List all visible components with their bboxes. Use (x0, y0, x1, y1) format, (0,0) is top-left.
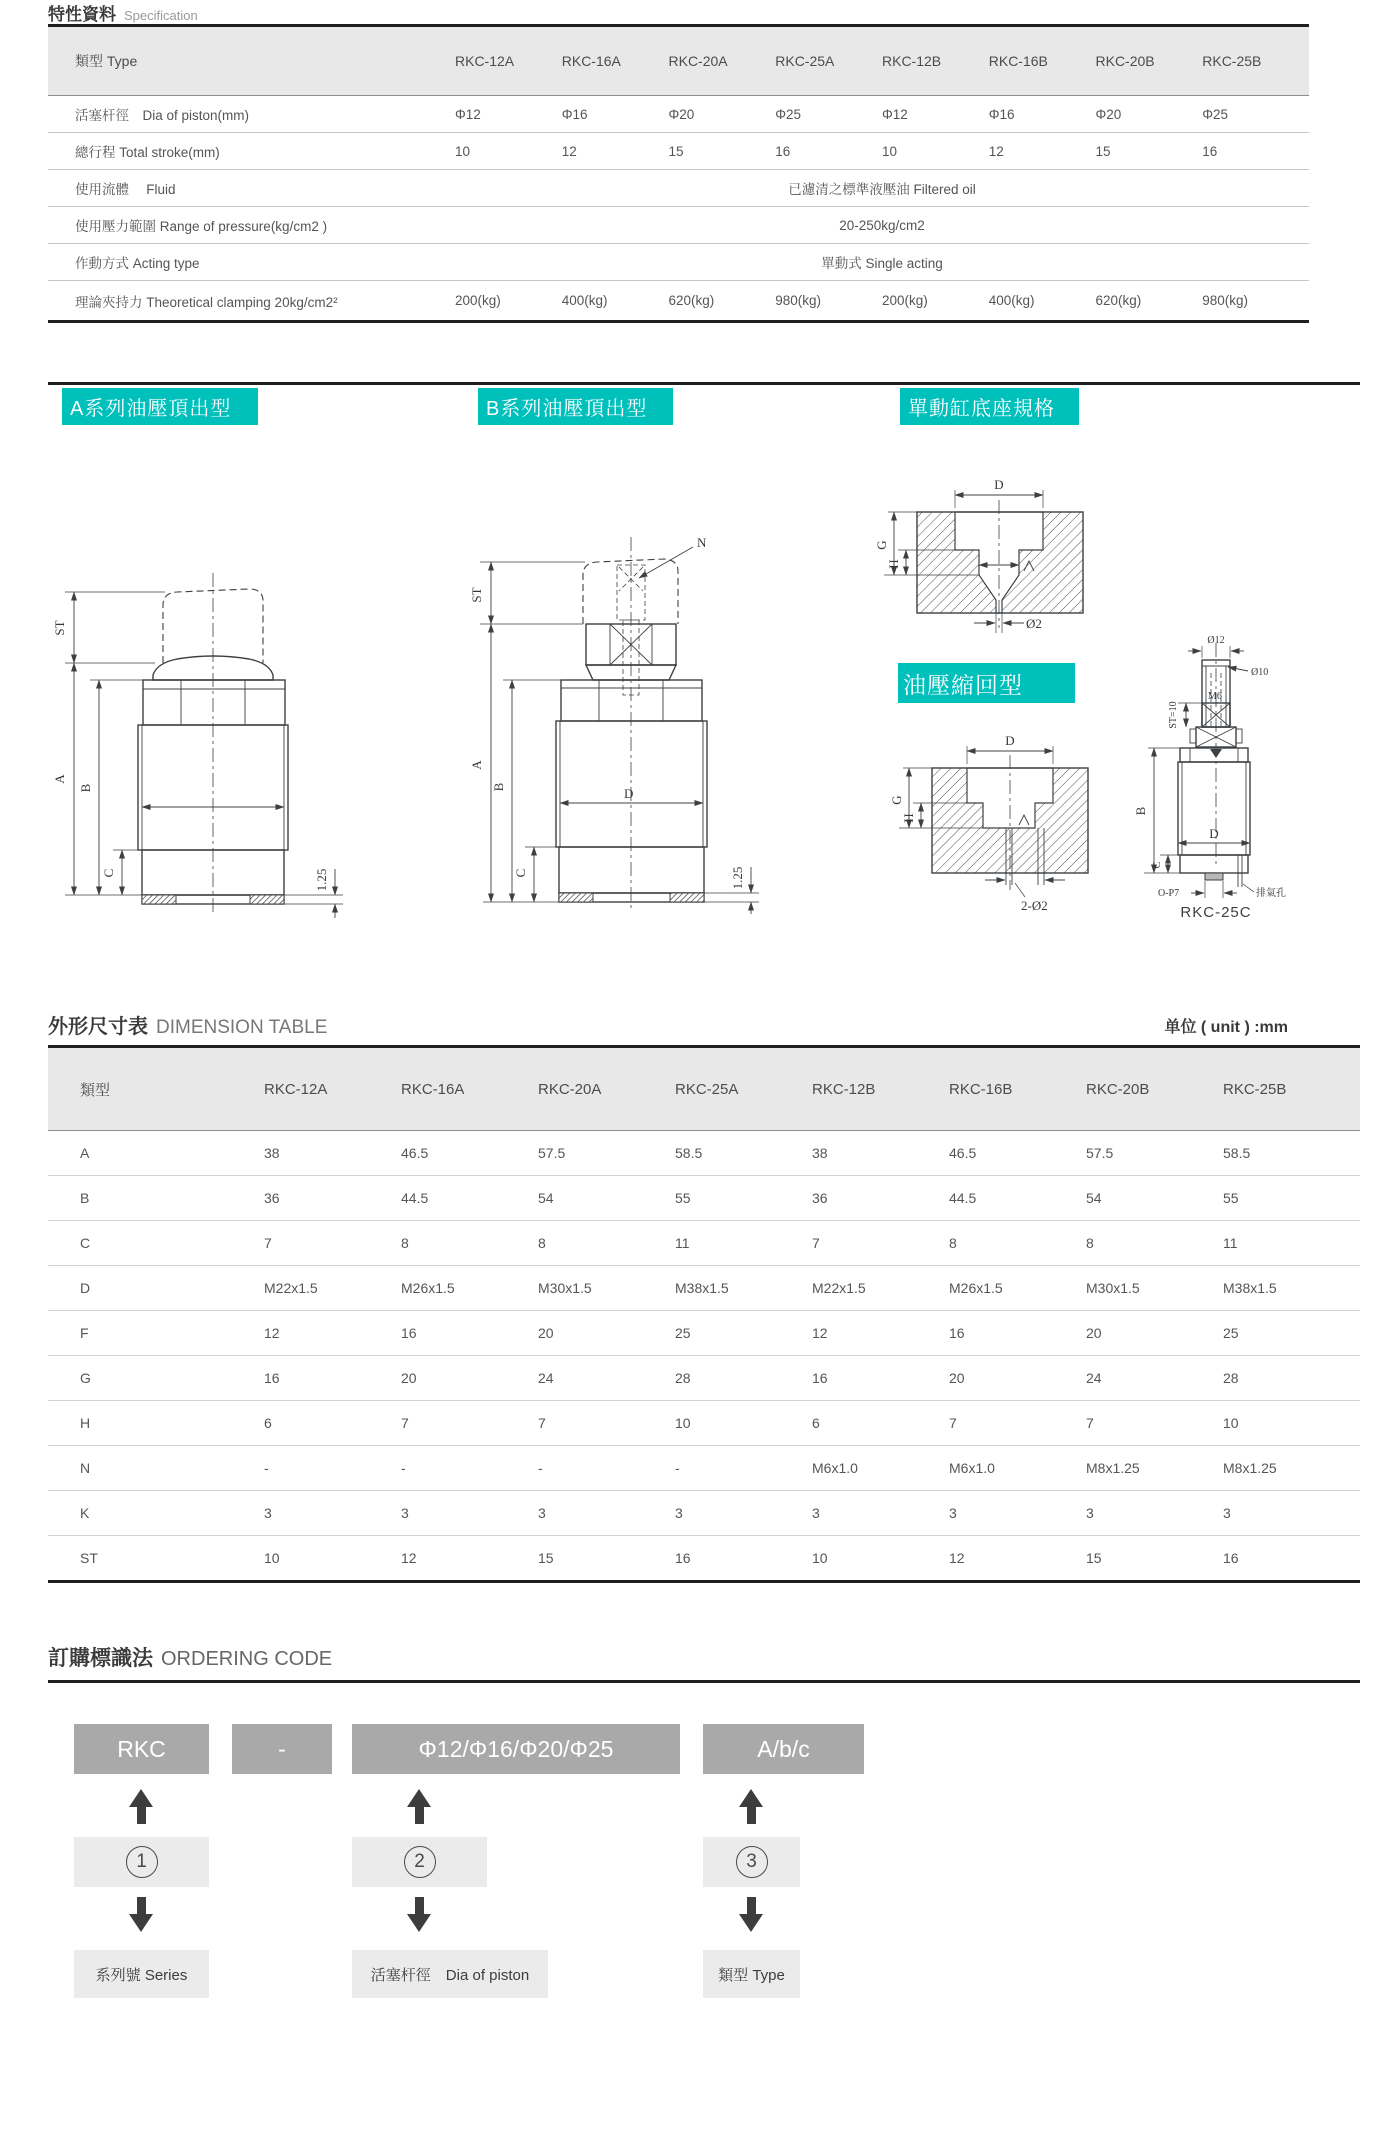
table-cell: 12 (949, 1550, 965, 1566)
row-label: 總行程 Total stroke(mm) (75, 145, 220, 160)
table-cell: Φ25 (1202, 106, 1229, 122)
dim-label-a: A (52, 774, 67, 784)
column-header-model: RKC-12B (812, 1080, 876, 1098)
a-series-drawing (45, 425, 375, 920)
dim-label-d: D (624, 786, 634, 801)
step-label-diameter: 活塞杆徑 Dia of piston (352, 1950, 548, 1998)
table-cell: M30x1.5 (1086, 1280, 1140, 1296)
table-cell: 16 (812, 1370, 828, 1386)
row-label: C (80, 1235, 91, 1251)
dim-label-hole: Ø2 (1026, 616, 1042, 631)
step-label-type: 類型 Type (703, 1950, 800, 1998)
table-cell: 400(kg) (988, 293, 1035, 308)
code-box-diameter: Φ12/Φ16/Φ20/Φ25 (352, 1724, 680, 1774)
table-cell: 200(kg) (882, 293, 928, 308)
row-label: N (80, 1460, 91, 1476)
table-cell: - (538, 1460, 543, 1476)
column-header-model: RKC-20A (668, 53, 728, 69)
table-row (48, 1356, 1360, 1401)
b-series-drawing (425, 415, 765, 915)
table-row (48, 1491, 1360, 1536)
ordering-divider (48, 1680, 1360, 1683)
up-arrow-icon (129, 1789, 153, 1824)
dim-label-c: C (1152, 861, 1163, 869)
label-single-base: 單動缸底座規格 (900, 388, 1079, 425)
table-cell: 10 (882, 143, 898, 159)
table-cell: 36 (812, 1190, 828, 1206)
column-header-model: RKC-25A (775, 53, 835, 69)
table-cell: 10 (812, 1550, 828, 1566)
code-box-type: A/b/c (703, 1724, 864, 1774)
table-cell: Φ25 (775, 106, 802, 122)
table-cell: 11 (675, 1235, 690, 1251)
table-cell: 46.5 (949, 1145, 977, 1161)
dim-label-plate: 1.25 (314, 868, 329, 892)
table-cell: 620(kg) (668, 293, 715, 308)
table-row (48, 1401, 1360, 1446)
table-cell: 16 (1223, 1550, 1239, 1566)
table-cell: 28 (675, 1370, 691, 1386)
table-cell: - (264, 1460, 269, 1476)
dim-label-b: B (78, 783, 93, 793)
table-cell: 980(kg) (1202, 293, 1249, 308)
table-cell: 54 (1086, 1190, 1102, 1206)
table-cell: 3 (1086, 1505, 1094, 1521)
column-header-model: RKC-16B (949, 1080, 1013, 1098)
table-cell: 16 (775, 143, 791, 159)
table-cell: M26x1.5 (949, 1280, 1003, 1296)
up-arrow-icon (739, 1789, 763, 1824)
table-cell: 20 (1086, 1325, 1102, 1341)
table-cell: 8 (949, 1235, 957, 1251)
table-cell: 46.5 (401, 1145, 429, 1161)
row-label: K (80, 1505, 90, 1521)
column-header-type: 類型 (80, 1081, 111, 1099)
row-label: F (80, 1325, 89, 1341)
ordering-title-zh: 訂購標識法 (48, 1647, 153, 1670)
table-row (48, 133, 1309, 170)
dim-label-vent: 排氣孔 (1256, 888, 1286, 899)
table-cell: 44.5 (401, 1190, 429, 1206)
table-cell: 10 (675, 1415, 691, 1431)
table-row (48, 1221, 1360, 1266)
table-cell: M26x1.5 (401, 1280, 455, 1296)
table-cell: 55 (675, 1190, 691, 1206)
spec-table (48, 24, 1309, 323)
merged-value: 已濾清之標準液壓油 Filtered oil (788, 182, 976, 197)
dim-label-g: G (889, 795, 904, 805)
row-label: 理論夾持力 Theoretical clamping 20kg/cm2² (75, 294, 338, 310)
dim-label-holes: 2-Ø2 (1021, 898, 1048, 913)
table-cell: 12 (401, 1550, 417, 1566)
table-row (48, 170, 1309, 207)
dim-label-a: A (469, 760, 484, 770)
table-cell: 38 (264, 1145, 280, 1161)
table-cell: 38 (812, 1145, 828, 1161)
row-label: H (80, 1415, 91, 1431)
dim-label-plate: 1.25 (730, 866, 745, 890)
table-cell: 3 (949, 1505, 957, 1521)
step-number-1 (74, 1837, 209, 1887)
table-row (48, 281, 1309, 323)
table-cell: 15 (538, 1550, 554, 1566)
dimension-table-body (48, 1131, 1360, 1583)
dim-label-b: B (491, 782, 506, 792)
circled-number: 3 (736, 1846, 768, 1878)
table-cell: 7 (264, 1235, 272, 1251)
table-row (48, 1446, 1360, 1491)
spec-table-body (48, 96, 1309, 323)
table-cell: 15 (1095, 143, 1111, 159)
dim-label-dia12: Ø12 (1207, 635, 1225, 646)
table-row (48, 1311, 1360, 1356)
table-row (48, 1131, 1360, 1176)
table-cell: 16 (675, 1550, 691, 1566)
dim-label-st: ST (52, 620, 67, 636)
table-cell: M38x1.5 (1223, 1280, 1277, 1296)
row-label: 使用流體 Fluid (75, 182, 176, 197)
rkc25c-drawing (1130, 615, 1390, 930)
column-header-model: RKC-25B (1202, 53, 1262, 69)
label-a-series: A系列油壓頂出型 (62, 388, 258, 425)
table-cell: M6x1.0 (949, 1460, 995, 1476)
table-cell: M22x1.5 (264, 1280, 318, 1296)
table-cell: 24 (538, 1370, 554, 1386)
label-b-series: B系列油壓頂出型 (478, 388, 673, 425)
table-cell: 6 (264, 1415, 272, 1431)
table-cell: 10 (1223, 1415, 1239, 1431)
table-cell: 3 (264, 1505, 272, 1521)
table-cell: 620(kg) (1095, 293, 1142, 308)
dim-label-op7: O-P7 (1158, 888, 1180, 899)
column-header-model: RKC-16B (988, 53, 1048, 69)
table-cell: 54 (538, 1190, 554, 1206)
table-row (48, 1176, 1360, 1221)
column-header-model: RKC-25A (675, 1080, 739, 1098)
spec-table-header (48, 24, 1309, 96)
table-cell: 3 (538, 1505, 546, 1521)
table-cell: 3 (401, 1505, 409, 1521)
step-number-2 (352, 1837, 487, 1887)
dimension-unit-label: 单位 ( unit ) :mm (1164, 1019, 1288, 1036)
table-cell: 16 (401, 1325, 417, 1341)
table-cell: 7 (812, 1235, 820, 1251)
row-label: 作動方式 Acting type (75, 256, 200, 271)
table-cell: 57.5 (538, 1145, 566, 1161)
row-label: G (80, 1370, 91, 1386)
table-cell: 25 (1223, 1325, 1239, 1341)
column-header-model: RKC-20B (1086, 1080, 1150, 1098)
dim-label-c: C (513, 868, 528, 878)
circled-number: 1 (126, 1846, 158, 1878)
table-cell: M8x1.25 (1086, 1460, 1140, 1476)
table-cell: 58.5 (1223, 1145, 1251, 1161)
table-cell: 7 (401, 1415, 409, 1431)
merged-value: 單動式 Single acting (821, 256, 943, 271)
table-row (48, 244, 1309, 281)
row-label: A (80, 1145, 90, 1161)
spec-title-en: Specification (124, 8, 198, 23)
table-cell: 16 (1202, 143, 1218, 159)
table-cell: M38x1.5 (675, 1280, 729, 1296)
table-cell: M8x1.25 (1223, 1460, 1277, 1476)
section-divider (48, 382, 1360, 385)
dim-label-g: G (874, 540, 889, 550)
step-label-series: 系列號 Series (74, 1950, 209, 1998)
code-box-dash: - (232, 1724, 332, 1774)
retract-base-drawing (875, 725, 1125, 940)
dim-label-c: C (101, 868, 116, 878)
dimension-table (48, 1045, 1360, 1583)
table-cell: Φ12 (882, 106, 908, 122)
spec-title-zh: 特性資料 (48, 5, 116, 24)
table-cell: Φ12 (455, 106, 481, 122)
column-header-model: RKC-16A (561, 53, 621, 69)
table-cell: 12 (988, 143, 1004, 159)
table-cell: Φ20 (668, 106, 695, 122)
table-cell: 3 (812, 1505, 820, 1521)
column-header-model: RKC-25B (1223, 1080, 1287, 1098)
step-number-3 (703, 1837, 800, 1887)
dim-label-st: ST (469, 587, 484, 603)
dim-label-d: D (1209, 826, 1219, 841)
table-cell: 400(kg) (561, 293, 608, 308)
table-cell: 20 (538, 1325, 554, 1341)
dim-label-b: B (1133, 806, 1148, 816)
table-cell: 3 (675, 1505, 683, 1521)
column-header-model: RKC-20B (1095, 53, 1155, 69)
merged-value: 20-250kg/cm2 (839, 217, 925, 233)
table-cell: 24 (1086, 1370, 1102, 1386)
table-cell: 7 (949, 1415, 957, 1431)
row-label: B (80, 1190, 90, 1206)
table-cell: 36 (264, 1190, 280, 1206)
table-cell: 15 (1086, 1550, 1102, 1566)
code-box-series: RKC (74, 1724, 209, 1774)
table-cell: 200(kg) (455, 293, 501, 308)
table-cell: 20 (949, 1370, 965, 1386)
table-cell: M6x1.0 (812, 1460, 858, 1476)
table-cell: 12 (561, 143, 577, 159)
row-label: D (80, 1280, 91, 1296)
spec-section-title (48, 0, 198, 25)
table-cell: 12 (264, 1325, 280, 1341)
column-header-model: RKC-12A (264, 1080, 328, 1098)
table-cell: 8 (401, 1235, 409, 1251)
table-cell: 20 (401, 1370, 417, 1386)
table-cell: 980(kg) (775, 293, 822, 308)
table-cell: Φ16 (988, 106, 1015, 122)
down-arrow-icon (739, 1897, 763, 1932)
drawing-caption: RKC-25C (1180, 904, 1252, 921)
dim-label-d: D (1005, 733, 1015, 748)
table-cell: 12 (812, 1325, 828, 1341)
dim-label-n: N (697, 535, 707, 550)
ordering-section-title (48, 1642, 332, 1672)
circled-number: 2 (404, 1846, 436, 1878)
table-row (48, 1266, 1360, 1311)
table-cell: - (675, 1460, 680, 1476)
table-cell: 15 (668, 143, 684, 159)
dim-label-st10: ST=10 (1168, 701, 1179, 729)
row-label: ST (80, 1550, 98, 1566)
table-cell: 3 (1223, 1505, 1231, 1521)
table-cell: 11 (1223, 1235, 1238, 1251)
table-cell: M30x1.5 (538, 1280, 592, 1296)
dim-label-dia10: Ø10 (1251, 667, 1269, 678)
dimension-section-title (48, 1010, 327, 1039)
table-cell: - (401, 1460, 406, 1476)
dimension-table-header (48, 1045, 1360, 1131)
table-cell: Φ20 (1095, 106, 1122, 122)
down-arrow-icon (129, 1897, 153, 1932)
label-retract-type: 油壓縮回型 (898, 663, 1075, 703)
table-row (48, 96, 1309, 133)
table-cell: 7 (1086, 1415, 1094, 1431)
table-row (48, 1536, 1360, 1583)
table-cell: 55 (1223, 1190, 1239, 1206)
dim-label-d: D (994, 477, 1004, 492)
base-mount-drawing (874, 465, 1130, 660)
column-header-model: RKC-20A (538, 1080, 602, 1098)
table-cell: 44.5 (949, 1190, 977, 1206)
table-cell: 57.5 (1086, 1145, 1114, 1161)
ordering-title-en: ORDERING CODE (161, 1648, 333, 1670)
dim-label-h: H (886, 559, 901, 569)
column-header-type: 類型 Type (75, 53, 138, 69)
dim-label-h: H (901, 813, 916, 823)
table-cell: 16 (264, 1370, 280, 1386)
row-label: 活塞杆徑 Dia of piston(mm) (75, 108, 250, 123)
up-arrow-icon (407, 1789, 431, 1824)
table-cell: 25 (675, 1325, 691, 1341)
table-cell: 10 (264, 1550, 280, 1566)
table-cell: 8 (1086, 1235, 1094, 1251)
row-label: 使用壓力範圍 Range of pressure(kg/cm2 ) (75, 219, 328, 234)
table-row (48, 207, 1309, 244)
table-cell: 16 (949, 1325, 965, 1341)
table-cell: 10 (455, 143, 471, 159)
down-arrow-icon (407, 1897, 431, 1932)
column-header-model: RKC-12A (455, 53, 515, 69)
dim-label-m6: M6 (1208, 691, 1222, 702)
table-cell: 6 (812, 1415, 820, 1431)
table-cell: M22x1.5 (812, 1280, 866, 1296)
table-cell: Φ16 (561, 106, 588, 122)
column-header-model: RKC-16A (401, 1080, 465, 1098)
table-cell: 8 (538, 1235, 546, 1251)
table-cell: 7 (538, 1415, 546, 1431)
table-cell: 58.5 (675, 1145, 703, 1161)
dimension-title-en: DIMENSION TABLE (156, 1017, 328, 1038)
table-cell: 28 (1223, 1370, 1239, 1386)
dimension-title-zh: 外形尺寸表 (48, 1016, 148, 1038)
column-header-model: RKC-12B (882, 53, 942, 69)
